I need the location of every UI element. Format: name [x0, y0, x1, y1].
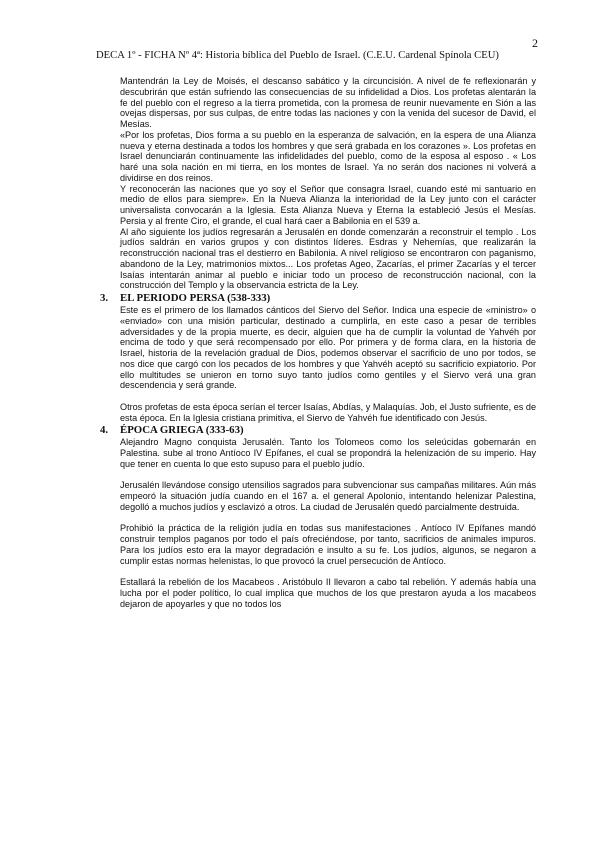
document-body — [100, 76, 536, 609]
paragraph: Este es el primero de los llamados cánticos del Siervo del Señor. Indica una especie de «ministro» o «enviado» con una misión particular, destinado a cumplirla, en este caso a pesar de terribles adversidades y de la propia muerte, es decir, alguien que ha de cumplir la voluntad de Yahvéh por encima de todo y que será recompensado por ello. Por primera y de forma clara, en la historia de Israel, historia de la revelación gradual de Dios, podemos observar el sacrificio de uno por todos, se nos dice que cargó con los pecados de los hombres y que Yahvéh aceptó su sacrificio expiatorio. Por ello multitudes se unieron en torno suyo tanto judíos como gentiles y el Siervo verá una gran descendencia y será grande. — [120, 305, 536, 391]
section-number: 4. — [100, 424, 109, 437]
section-heading-griega — [100, 424, 536, 437]
page-number: 2 — [532, 36, 538, 50]
section-heading-persa — [100, 292, 536, 304]
section-title: ÉPOCA GRIEGA (333-63) — [120, 424, 244, 437]
paragraph: Prohibió la práctica de la religión judía en todas sus manifestaciones . Antíoco IV Epífanes mandó construir templos paganos por todo el país ofreciéndose, por tanto, sacrificios de animales impuros. Para los judíos esto era la mayor degradación e insulto a su fe. Los judíos, algunos, se negaron a cumplir estas normas helenistas, lo que provocó la cruel persecución de Antíoco. — [120, 523, 536, 566]
paragraph: Mantendrán la Ley de Moisés, el descanso sabático y la circuncisión. A nivel de fe reflexionarán y descubrirán que están sufriendo las consecuencias de su infidelidad a Dios. Los profetas alentarán la fe del pueblo con el regreso a la tierra prometida, con la promesa de reunir nuevamente en Sión a las ovejas dispersas, por sus culpas, de entre todas las naciones y con la venida del sucesor de David, el Mesías. — [120, 76, 536, 129]
section-number: 3. — [100, 292, 109, 304]
paragraph: «Por los profetas, Dios forma a su pueblo en la esperanza de salvación, en la espera de una Alianza nueva y eterna destinada a todos los hombres y que será grabada en los corazones ». Los profetas en Israel denunciarán continuamente las infidelidades del pueblo, como de la esposa al esposo . « Los haré una sola nación en mi tierra, en los montes de Israel. Ya no serán dos naciones ni volverá a dividirse en dos reinos. — [120, 129, 536, 183]
paragraph: Al año siguiente los judíos regresarán a Jerusalén en donde comenzarán a reconstruir el templo . Los judíos saldrán en varios grupos y con distintos líderes. Esdras y Nehemías, que realizarán la reconstrucción nacional tras el destierro en Babilonia. A nivel religioso se encontraron con paganismo, abandono de la Ley, matrimonios mixtos... Los profetas Ageo, Zacarías, el primer Zacarías y el tercer Isaías intentarán animar al pueblo e iniciar todo un proceso de reconstrucción nacional, con la construcción del Templo y la observancia estricta de la Ley. — [120, 226, 536, 291]
section-title: EL PERIODO PERSA (538-333) — [120, 292, 271, 304]
paragraph: Jerusalén llevándose consigo utensilios sagrados para subvencionar sus campañas militares. Aún más empeoró la situación judía cuando en el 167 a. el general Apolonio, intentando helenizar Palestina, degolló a muchos judíos y esclavizó a otros. La ciudad de Jerusalén quedó parcialmente destruida. — [120, 480, 536, 512]
paragraph: Alejandro Magno conquista Jerusalén. Tanto los Tolomeos como los seleúcidas gobernarán en Palestina. sube al trono Antíoco IV Epífanes, el cual se propondrá la helenización de su imperio. Hay que tener en cuenta lo que esto supuso para el pueblo judío. — [120, 437, 536, 469]
paragraph: Estallará la rebelión de los Macabeos . Aristóbulo II llevaron a cabo tal rebelión. Y además había una lucha por el poder político, lo cual implica que muchos de los que prestaron ayuda a los macabeos dejaron de apoyarles y que no todos los — [120, 577, 536, 609]
paragraph: Otros profetas de esta época serían el tercer Isaías, Abdías, y Malaquías. Job, el Justo sufriente, es de esta época. En la Iglesia cristiana primitiva, el Siervo de Yahvéh fue identificado con Jesús. — [120, 401, 536, 423]
paragraph: Y reconocerán las naciones que yo soy el Señor que consagra Israel, cuando esté mi santuario en medio de ellos para siempre». En la Nueva Alianza la interioridad de la Ley junto con el carácter universalista convocarán a la Iglesia. Esta Alianza Nueva y Eterna la estableció Jesús el Mesías. Persia y al frente Ciro, el grande, el cual hará caer a Babilonia en el 539 a. — [120, 183, 536, 226]
running-header: DECA 1º - FICHA Nº 4ª: Historia bíblica del Pueblo de Israel. (C.E.U. Cardenal Spínola CEU) — [96, 50, 499, 61]
